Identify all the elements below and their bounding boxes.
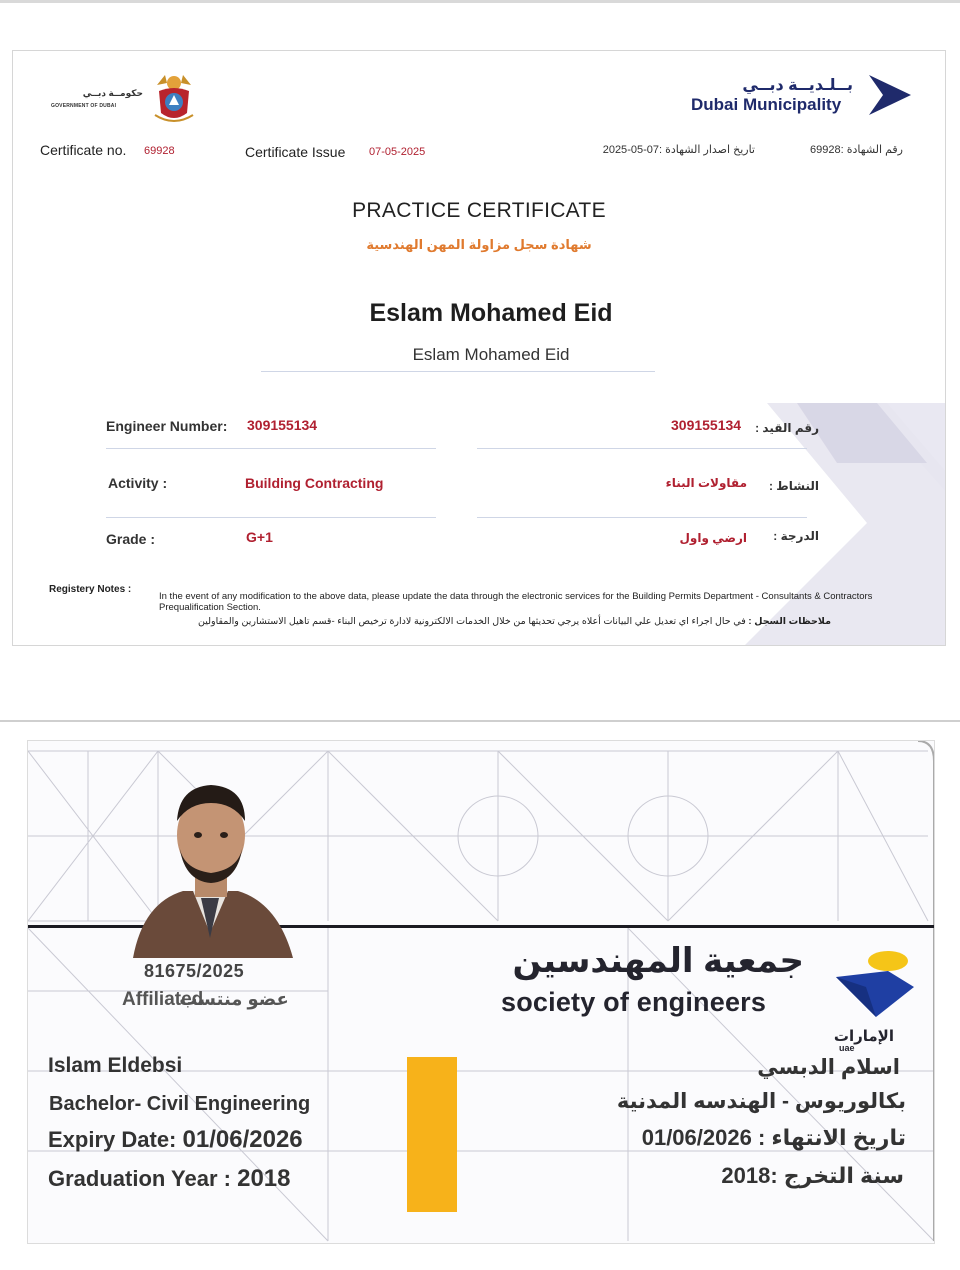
expiry-label: Expiry Date: bbox=[48, 1127, 177, 1152]
holder-name: Eslam Mohamed Eid bbox=[369, 299, 613, 327]
membership-card bbox=[27, 740, 935, 1244]
member-degree-ar: بكالوريوس - الهندسه المدنية bbox=[616, 1090, 906, 1113]
activity-value: Building Contracting bbox=[245, 475, 384, 491]
certificate-issue-label: Certificate Issue bbox=[245, 144, 346, 160]
dm-arrow-logo-icon bbox=[859, 75, 911, 115]
engineer-number-value: 309155134 bbox=[247, 417, 318, 433]
society-logo-icon bbox=[836, 947, 916, 1017]
country-ar: الإمارات bbox=[833, 1028, 894, 1045]
society-name-ar: جمعية المهندسين bbox=[512, 942, 804, 980]
row-rule-right-2 bbox=[477, 517, 807, 518]
registry-notes-text-ar: في حال اجراء اي تعديل علي البيانات أعلاه يرجي تحديثها من خلال الخدمات الالكترونية لادارة ترخيص البناء -قسم تاهيل الاستشارين والمقاولين bbox=[198, 616, 746, 627]
top-divider bbox=[0, 0, 960, 3]
activity-label-ar: النشاط : bbox=[768, 479, 819, 493]
certificate-issue-value: 07-05-2025 bbox=[369, 146, 426, 158]
government-logo bbox=[49, 69, 209, 129]
activity-label: Activity : bbox=[108, 475, 168, 491]
graduation-row bbox=[48, 1165, 291, 1193]
grade-value-ar: ارضي واول bbox=[679, 531, 747, 545]
practice-certificate bbox=[12, 50, 946, 646]
middle-divider bbox=[0, 720, 960, 722]
engineer-number-label: Engineer Number: bbox=[106, 418, 228, 434]
certificate-no-label: Certificate no. bbox=[40, 142, 127, 158]
membership-type-ar: عضو منتسب bbox=[179, 989, 289, 1009]
municipality-name-en: Dubai Municipality bbox=[691, 95, 842, 114]
registry-notes-label: Registery Notes : bbox=[49, 584, 132, 595]
graduation-value: 2018 bbox=[237, 1165, 291, 1192]
expiry-row bbox=[48, 1126, 303, 1154]
issue-date-ar: تاريخ اصدار الشهادة :07-05-2025 bbox=[602, 144, 755, 156]
country-en: uae bbox=[839, 1043, 855, 1053]
municipality-name-ar: بــلـديــة دبــي bbox=[742, 77, 853, 94]
government-name-en: GOVERNMENT OF DUBAI bbox=[51, 103, 117, 109]
engineer-number-value-ar: 309155134 bbox=[671, 417, 742, 433]
name-underline bbox=[261, 371, 655, 372]
member-name-ar: اسلام الدبسي bbox=[757, 1056, 900, 1079]
society-name-en: society of engineers bbox=[501, 987, 767, 1017]
government-name-ar: حكومــة دبــي bbox=[82, 88, 143, 98]
member-photo bbox=[123, 773, 298, 958]
grade-value: G+1 bbox=[246, 529, 273, 545]
certificate-no-ar: رقم الشهادة :69928 bbox=[810, 144, 903, 156]
member-name: Islam Eldebsi bbox=[48, 1054, 183, 1077]
membership-type: Affiliated bbox=[122, 989, 204, 1010]
engineer-number-label-ar: رقم القيد : bbox=[755, 421, 819, 435]
certificate-no-value: 69928 bbox=[144, 145, 175, 157]
row-rule-left-1 bbox=[106, 448, 436, 449]
row-rule-right-1 bbox=[477, 448, 807, 449]
registry-notes-label-ar: ملاحظات السجل : bbox=[748, 616, 831, 627]
expiry-ar: تاريخ الانتهاء : 01/06/2026 bbox=[641, 1125, 906, 1150]
activity-value-ar: مقاولات البناء bbox=[665, 476, 747, 490]
membership-number: 81675/2025 bbox=[144, 961, 245, 981]
grade-label: Grade : bbox=[106, 531, 156, 547]
certificate-title-ar: شهادة سجل مزاولة المهن الهندسية bbox=[366, 237, 592, 252]
row-rule-left-2 bbox=[106, 517, 436, 518]
graduation-label: Graduation Year : bbox=[48, 1166, 231, 1191]
card-chip bbox=[407, 1057, 457, 1212]
registry-notes-ar-row bbox=[198, 616, 831, 627]
certificate-title: PRACTICE CERTIFICATE bbox=[352, 199, 606, 222]
dubai-emblem-icon bbox=[151, 71, 197, 125]
registry-notes-en: In the event of any modification to the above data, please update the data through the electronic services for the Building Permits Department - Consultants & Contractors Prequalification Section. bbox=[159, 591, 873, 613]
expiry-value: 01/06/2026 bbox=[182, 1126, 303, 1153]
graduation-ar: سنة التخرج :2018 bbox=[721, 1163, 904, 1188]
grade-label-ar: الدرجة : bbox=[773, 529, 819, 543]
holder-name-secondary: Eslam Mohamed Eid bbox=[412, 345, 570, 364]
member-degree: Bachelor- Civil Engineering bbox=[49, 1093, 311, 1115]
dubai-municipality-logo bbox=[689, 71, 919, 123]
member-photo-icon bbox=[123, 773, 298, 958]
